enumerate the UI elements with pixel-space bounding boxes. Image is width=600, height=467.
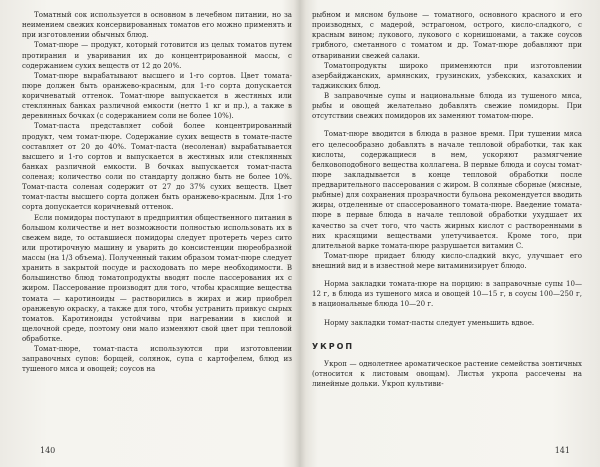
section-heading-ukrop: УКРОП: [312, 341, 355, 351]
left-page-number: 140: [40, 446, 56, 455]
left-page: [22, 10, 292, 450]
left-paragraph-1: Томатный сок используется в основном в лечебном питании, но за неимением свежих консервированных томатов его можно применять и при изготовлении обычных блюд.: [22, 10, 292, 40]
right-paragraph-3: В заправочные супы и национальные блюда из тушеного мяса, рыбы и овощей желательно добавлять свежие помидоры. При отсутствии свежих помидоров их заменяют томатом-пюре.: [312, 91, 582, 121]
right-paragraph-2: Томатопродукты широко применяются при изготовлении азербайджанских, армянских, грузинских, узбекских, казахских и таджикских блюд.: [312, 60, 582, 90]
right-paragraph-4: Томат-пюре вводится в блюда в разное время. При тушении мяса его целесообразно добавлять в начале тепловой обработки, так как кислоты, содержащиеся в нем, ускоряют размягчение белковоподобного вещества коллагена. В первые блюда и соусы томат-пюре закладывается в конце тепловой обработки после предварительного пассерования с жиром. В соляные сборные (мясные, рыбные) для сохранения прозрачности бульона рекомендуется вводить жиры, отделенные от спассерованного томата-пюре. Введение томата-пюре в первые блюда в начале тепловой обработки ухудшает их качество за счет того, что часть жирных кислот с растворенными в них красящими веществами улетучивается. Кроме того, при длительной варке томата-пюре разрушается витамин C.: [312, 129, 582, 250]
right-page: [312, 10, 582, 450]
right-paragraph-7: Норму закладки томат-пасты следует уменьшить вдвое.: [324, 317, 535, 327]
section-paragraph-ukrop: Укроп — однолетнее ароматическое растение семейства зонтичных (относится к листовым овощам). Листья укропа рассечены на линейные дольки. Укроп культиви-: [312, 358, 582, 388]
left-paragraph-3: Томат-пюре вырабатывают высшего и 1-го сортов. Цвет томата-пюре должен быть оранжево-красным, для 1-го сорта допускается коричневатый оттенок. Томат-пюре выпускается в жестяных или стеклянных банках различной емкости (нетто 1 кг и пр.), а также в деревянных бочках (с содержанием соли не более 10%).: [22, 70, 292, 121]
book-gutter: [294, 0, 306, 467]
left-paragraph-6: Томат-пюре, томат-паста используются при изготовлении заправочных супов: борщей, солянок, супа с картофелем, блюд из тушеного мяса и овощей; соусов на: [22, 344, 292, 374]
left-paragraph-4: Томат-паста представляет собой более концентрированный продукт, чем томат-пюре. Содержание сухих веществ в томате-пасте составляет от 20 до 40%. Томат-паста (несоленая) вырабатывается высшего и 1-го сортов и выпускается в жестяных или стеклянных банках различной емкости. В бочках выпускается томат-паста соленая; количество соли по стандарту должно быть не более 10%. Томат-паста соленая содержит от 27 до 37% сухих веществ. Цвет томат-пасты высшего сорта должен быть оранжево-красным. Для 1-го сорта допускается коричневый оттенок.: [22, 121, 292, 212]
left-paragraph-5: Если помидоры поступают в предприятия общественного питания в большом количестве и нет возможности полностью использовать их в свежем виде, то оставшиеся помидоры следует протереть через сито или протирочную машину и уварить до консистенции пюреобразной массы (на 1/3 объема). Полученный таким образом томат-пюре следует хранить в закрытой посуде и расходовать по мере необходимости. В большинство блюд томатопродукты вводят после пассерования их с жиром. Пассерование производят для того, чтобы красящие вещества томата — каротиноиды — растворились в жирах и жир приобрел оранжевую окраску, а также для того, чтобы устранить привкус сырых томатов. Каротиноиды устойчивы при нагревании в кислой и щелочной среде, поэтому они мало изменяют свой цвет при тепловой обработке.: [22, 212, 292, 343]
right-paragraph-5: Томат-пюре придает блюду кисло-сладкий вкус, улучшает его внешний вид и в известной мере витаминизирует блюдо.: [312, 250, 582, 270]
left-paragraph-2: Томат-пюре — продукт, который готовится из целых томатов путем протирания и уваривания их до концентрированной массы, с содержанием сухих веществ от 12 до 20%.: [22, 40, 292, 70]
right-page-number: 141: [554, 446, 570, 455]
right-paragraph-1: рыбном и мясном бульоне — томатного, основного красного и его производных, с мадерой, эстрагоном, острого, кисло-сладкого, с красным вином; лукового, лукового с корнишонами, а также соусов грибного, сметанного с томатом и др. Томат-пюре добавляют при отваривании свежей салаки.: [312, 10, 582, 60]
right-paragraph-6: Норма закладки томата-пюре на порцию: в заправочные супы 10—12 г, в блюда из тушеного мяса и овощей 10—15 г, в соусы 100—250 г, в национальные блюда 10—20 г.: [312, 279, 582, 309]
